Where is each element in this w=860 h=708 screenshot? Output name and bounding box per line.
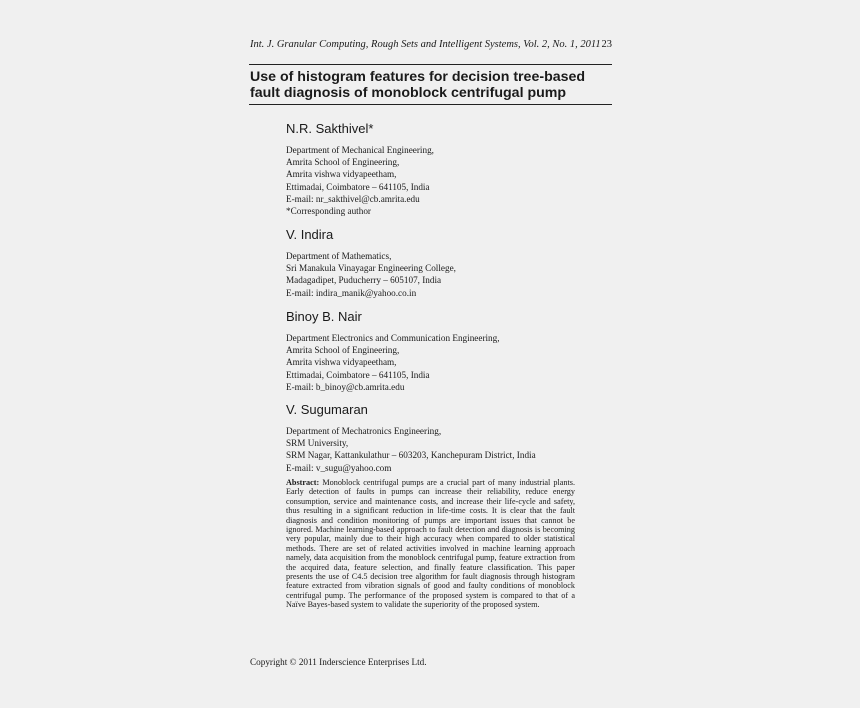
title-line: Use of histogram features for decision tree-based [250, 69, 586, 85]
author-email: E-mail: indira_manik@yahoo.co.in [286, 287, 417, 298]
corresponding-author-note: *Corresponding author [286, 206, 371, 217]
affiliation-line: Department of Mechanical Engineering, [286, 145, 434, 155]
affiliation-line: Sri Manakula Vinayagar Engineering College, [286, 263, 456, 274]
copyright-notice: Copyright © 2011 Inderscience Enterprises Ltd. [250, 657, 427, 667]
affiliation-line: Department Electronics and Communication Engineering, [286, 333, 500, 343]
paper-title [250, 69, 612, 101]
abstract-text: Monoblock centrifugal pumps are a crucial part of many industrial plants. Early detection of faults in pumps can increase their reliability, reduce energy consumption, service and maintenance costs, and increase their life-cycle and safety, thus resulting in a significant reduction in life-time costs. It is clear that the fault diagnosis and condition monitoring of pumps are important issues that cannot be ignored. Machine learning-based approach to fault detection and diagnosis is becoming very popular, mainly due to their high accuracy when compared to older statistical methods. There are set of related activities involved in machine learning approach namely, data acquisition from the monoblock centrifugal pump, feature extraction from the acquired data, feature selection, and finally feature classification. This paper presents the use of C4.5 decision tree algorithm for fault diagnosis through histogram feature extracted from vibration signals of good and faulty conditions of monoblock centrifugal pump. The performance of the proposed system is compared to that of a Naïve Bayes-based system to validate the superiority of the proposed system. [286, 478, 576, 610]
affiliation-line: Ettimadai, Coimbatore – 641105, India [286, 181, 430, 192]
affiliation-line: SRM Nagar, Kattankulathur – 603203, Kanchepuram District, India [286, 450, 536, 461]
author-block-sugumaran [286, 402, 616, 474]
affiliation-line: Ettimadai, Coimbatore – 641105, India [286, 369, 430, 380]
affiliation-line: Amrita vishwa vidyapeetham, [286, 357, 397, 368]
running-header [250, 39, 612, 50]
author-name: V. Indira [286, 227, 334, 242]
affiliation-line: Amrita vishwa vidyapeetham, [286, 169, 397, 180]
author-block-nair [286, 309, 616, 393]
author-name: N.R. Sakthivel* [286, 121, 374, 136]
abstract [286, 478, 575, 610]
affiliation-line: Amrita School of Engineering, [286, 345, 400, 356]
title-bottom-rule [249, 104, 612, 105]
author-block-indira [286, 227, 616, 299]
author-email: E-mail: nr_sakthivel@cb.amrita.edu [286, 193, 420, 204]
author-email: E-mail: b_binoy@cb.amrita.edu [286, 381, 405, 392]
affiliation-line: Amrita School of Engineering, [286, 157, 400, 168]
journal-citation: Int. J. Granular Computing, Rough Sets and Intelligent Systems, Vol. 2, No. 1, 2011 [250, 39, 601, 50]
affiliation-line: Madagadipet, Puducherry – 605107, India [286, 275, 442, 286]
author-email: E-mail: v_sugu@yahoo.com [286, 462, 392, 473]
author-name: Binoy B. Nair [286, 309, 362, 324]
abstract-label: Abstract: [286, 478, 320, 487]
affiliation-line: Department of Mechatronics Engineering, [286, 426, 442, 436]
author-name: V. Sugumaran [286, 402, 368, 417]
author-block-sakthivel [286, 121, 616, 217]
affiliation-line: Department of Mathematics, [286, 251, 392, 261]
page-number: 23 [601, 39, 612, 50]
title-top-rule [249, 64, 612, 65]
title-line: fault diagnosis of monoblock centrifugal pump [250, 85, 567, 101]
affiliation-line: SRM University, [286, 438, 349, 449]
